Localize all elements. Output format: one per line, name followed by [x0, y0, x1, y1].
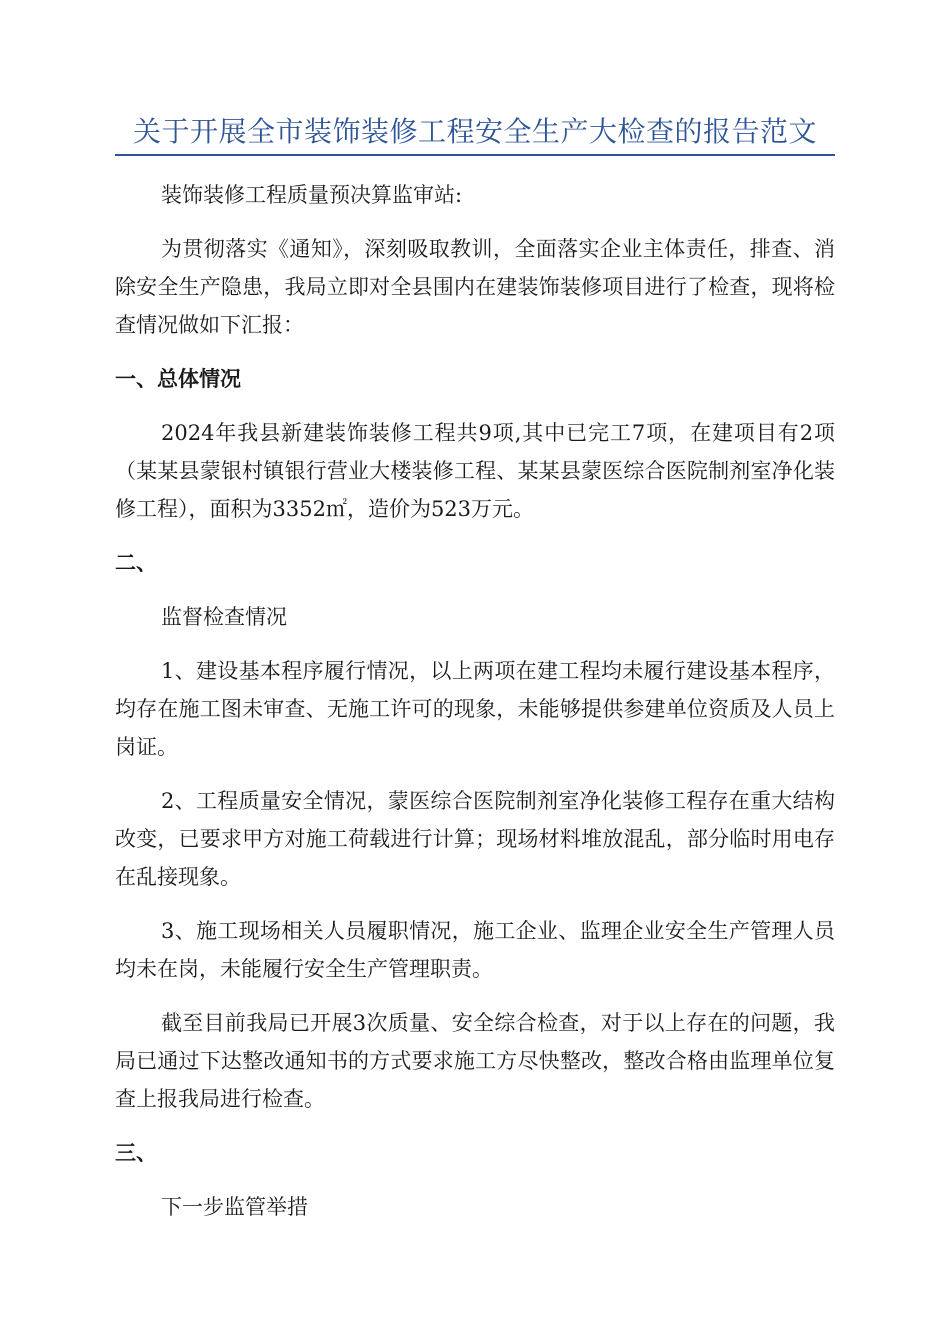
title-underline [115, 154, 835, 156]
document-body [115, 176, 835, 1242]
title-block [115, 112, 835, 156]
section-1-paragraph: 2024年我县新建装饰装修工程共9项,其中已完工7项，在建项目有2项（某某县蒙银村镇银行营业大楼装修工程、某某县蒙医综合医院制剂室净化装修工程），面积为3352㎡，造价为523万元。 [115, 421, 835, 521]
addressee: 装饰装修工程质量预决算监审站: [161, 183, 463, 207]
section-2-heading: 二、 [115, 550, 157, 575]
section-2-summary: 截至目前我局已开展3次质量、安全综合检查，对于以上存在的问题，我局已通过下达整改通知书的方式要求施工方尽快整改，整改合格由监理单位复查上报我局进行检查。 [115, 1011, 835, 1111]
section-2-item-3: 3、施工现场相关人员履职情况，施工企业、监理企业安全生产管理人员均未在岗，未能履行安全生产管理职责。 [115, 919, 835, 981]
section-2-item-2: 2、工程质量安全情况，蒙医综合医院制剂室净化装修工程存在重大结构改变，已要求甲方对施工荷载进行计算；现场材料堆放混乱，部分临时用电存在乱接现象。 [115, 789, 835, 889]
section-1-heading: 一、总体情况 [115, 366, 241, 391]
intro-paragraph: 为贯彻落实《通知》，深刻吸取教训，全面落实企业主体责任，排查、消除安全生产隐患，我局立即对全县围内在建装饰装修项目进行了检查，现将检查情况做如下汇报： [115, 237, 835, 337]
section-2-subheading: 监督检查情况 [161, 605, 287, 629]
section-3-heading: 三、 [115, 1140, 157, 1165]
section-2-item-1: 1、建设基本程序履行情况，以上两项在建工程均未履行建设基本程序，均存在施工图未审查、无施工许可的现象，未能够提供参建单位资质及人员上岗证。 [115, 659, 835, 759]
document-title: 关于开展全市装饰装修工程安全生产大检查的报告范文 [132, 115, 817, 148]
section-3-subheading: 下一步监管举措 [161, 1195, 308, 1219]
